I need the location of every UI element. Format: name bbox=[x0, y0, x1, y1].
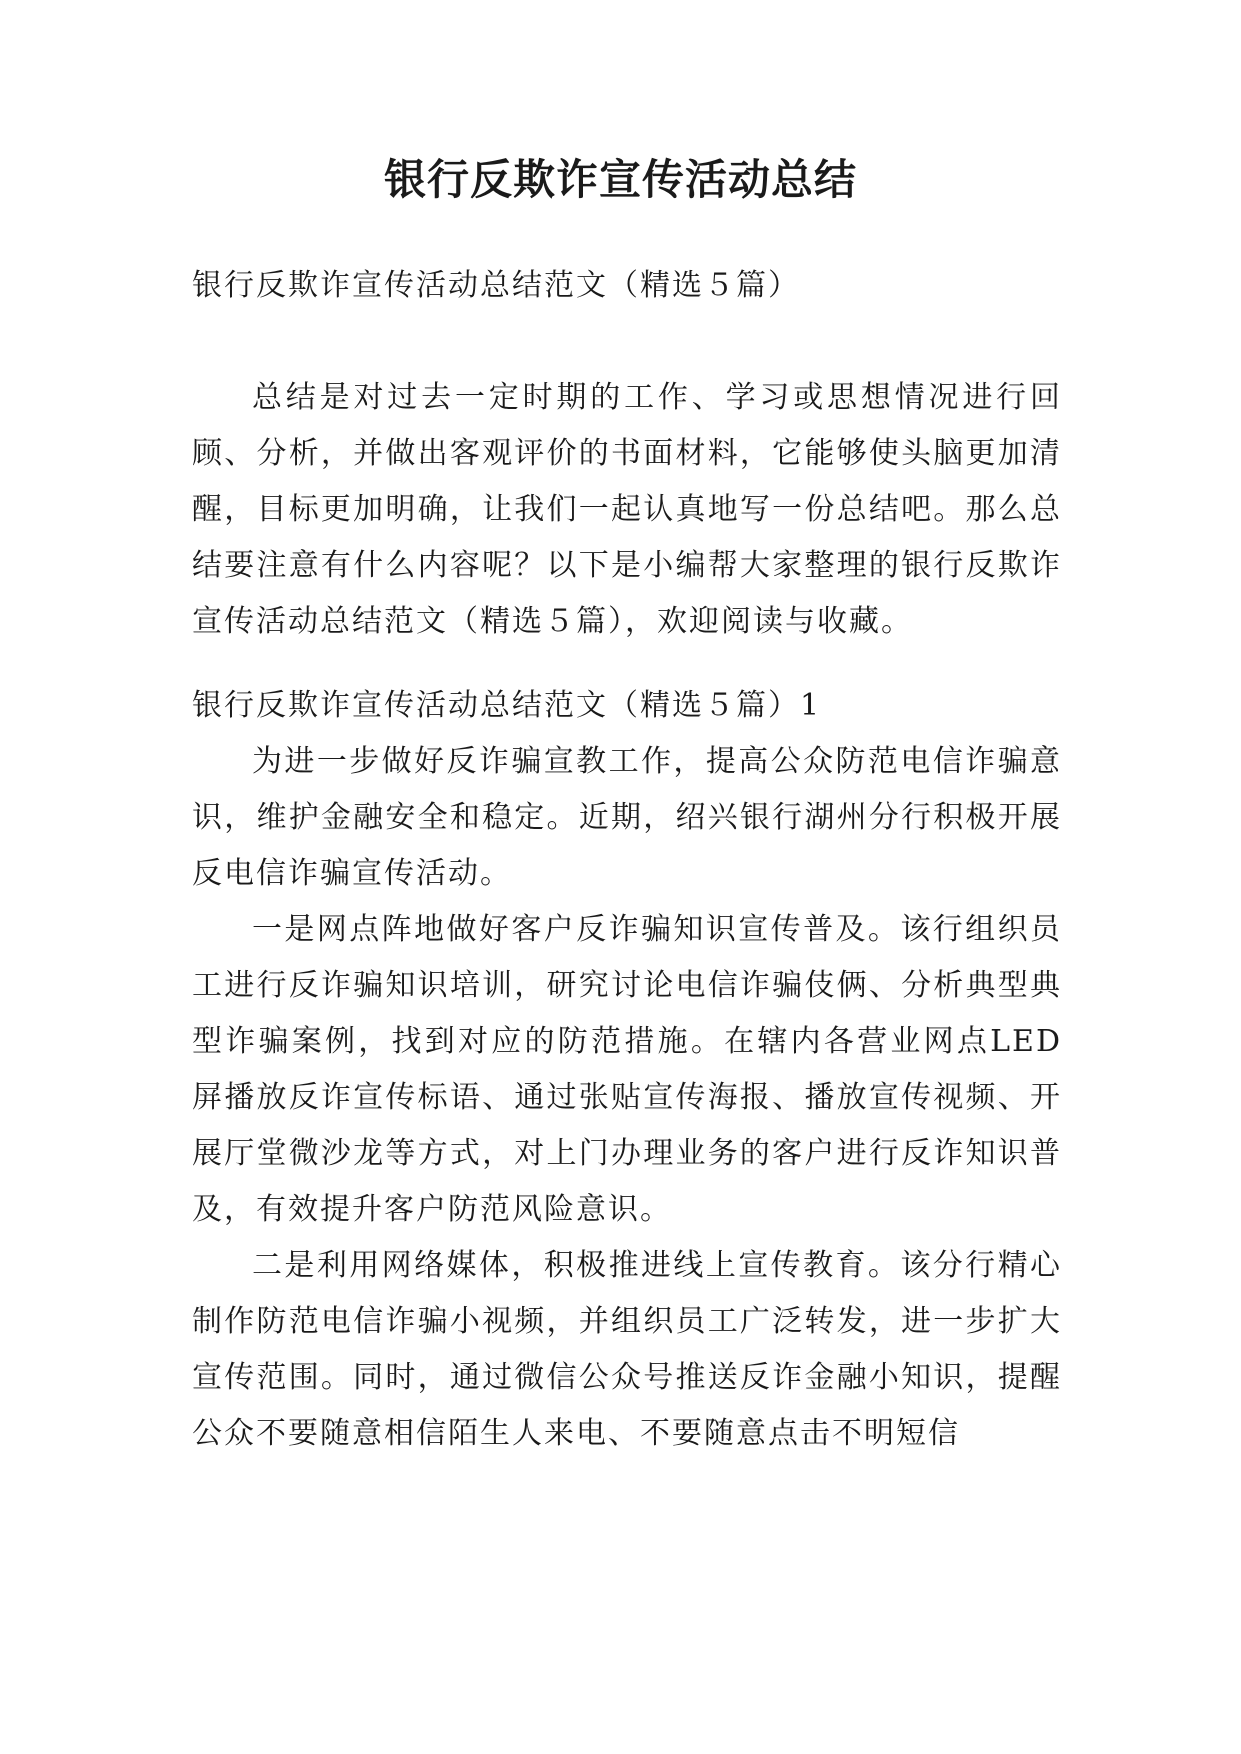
section-heading: 银行反欺诈宣传活动总结范文（精选５篇）1 bbox=[192, 688, 822, 723]
spacer bbox=[192, 650, 1062, 678]
document-title: 银行反欺诈宣传活动总结 bbox=[383, 155, 857, 204]
body-paragraph: 为进一步做好反诈骗宣教工作，提高公众防范电信诈骗意识，维护金融安全和稳定。近期，绍兴银行湖州分行积极开展反电信诈骗宣传活动。 bbox=[192, 744, 1062, 891]
spacer bbox=[192, 314, 1062, 370]
document-body bbox=[192, 258, 1062, 1462]
document-subtitle: 银行反欺诈宣传活动总结范文（精选５篇） bbox=[192, 268, 800, 303]
intro-paragraph: 总结是对过去一定时期的工作、学习或思想情况进行回顾、分析，并做出客观评价的书面材料，它能够使头脑更加清醒，目标更加明确，让我们一起认真地写一份总结吧。那么总结要注意有什么内容呢？以下是小编帮大家整理的银行反欺诈宣传活动总结范文（精选５篇），欢迎阅读与收藏。 bbox=[192, 380, 1062, 639]
body-paragraph: 二是利用网络媒体，积极推进线上宣传教育。该分行精心制作防范电信诈骗小视频，并组织员工广泛转发，进一步扩大宣传范围。同时，通过微信公众号推送反诈金融小知识，提醒公众不要随意相信陌生人来电、不要随意点击不明短信 bbox=[192, 1248, 1062, 1451]
body-paragraph: 一是网点阵地做好客户反诈骗知识宣传普及。该行组织员工进行反诈骗知识培训，研究讨论电信诈骗伎俩、分析典型典型诈骗案例，找到对应的防范措施。在辖内各营业网点LED屏播放反诈宣传标语、通过张贴宣传海报、播放宣传视频、开展厅堂微沙龙等方式，对上门办理业务的客户进行反诈知识普及，有效提升客户防范风险意识。 bbox=[192, 912, 1062, 1227]
